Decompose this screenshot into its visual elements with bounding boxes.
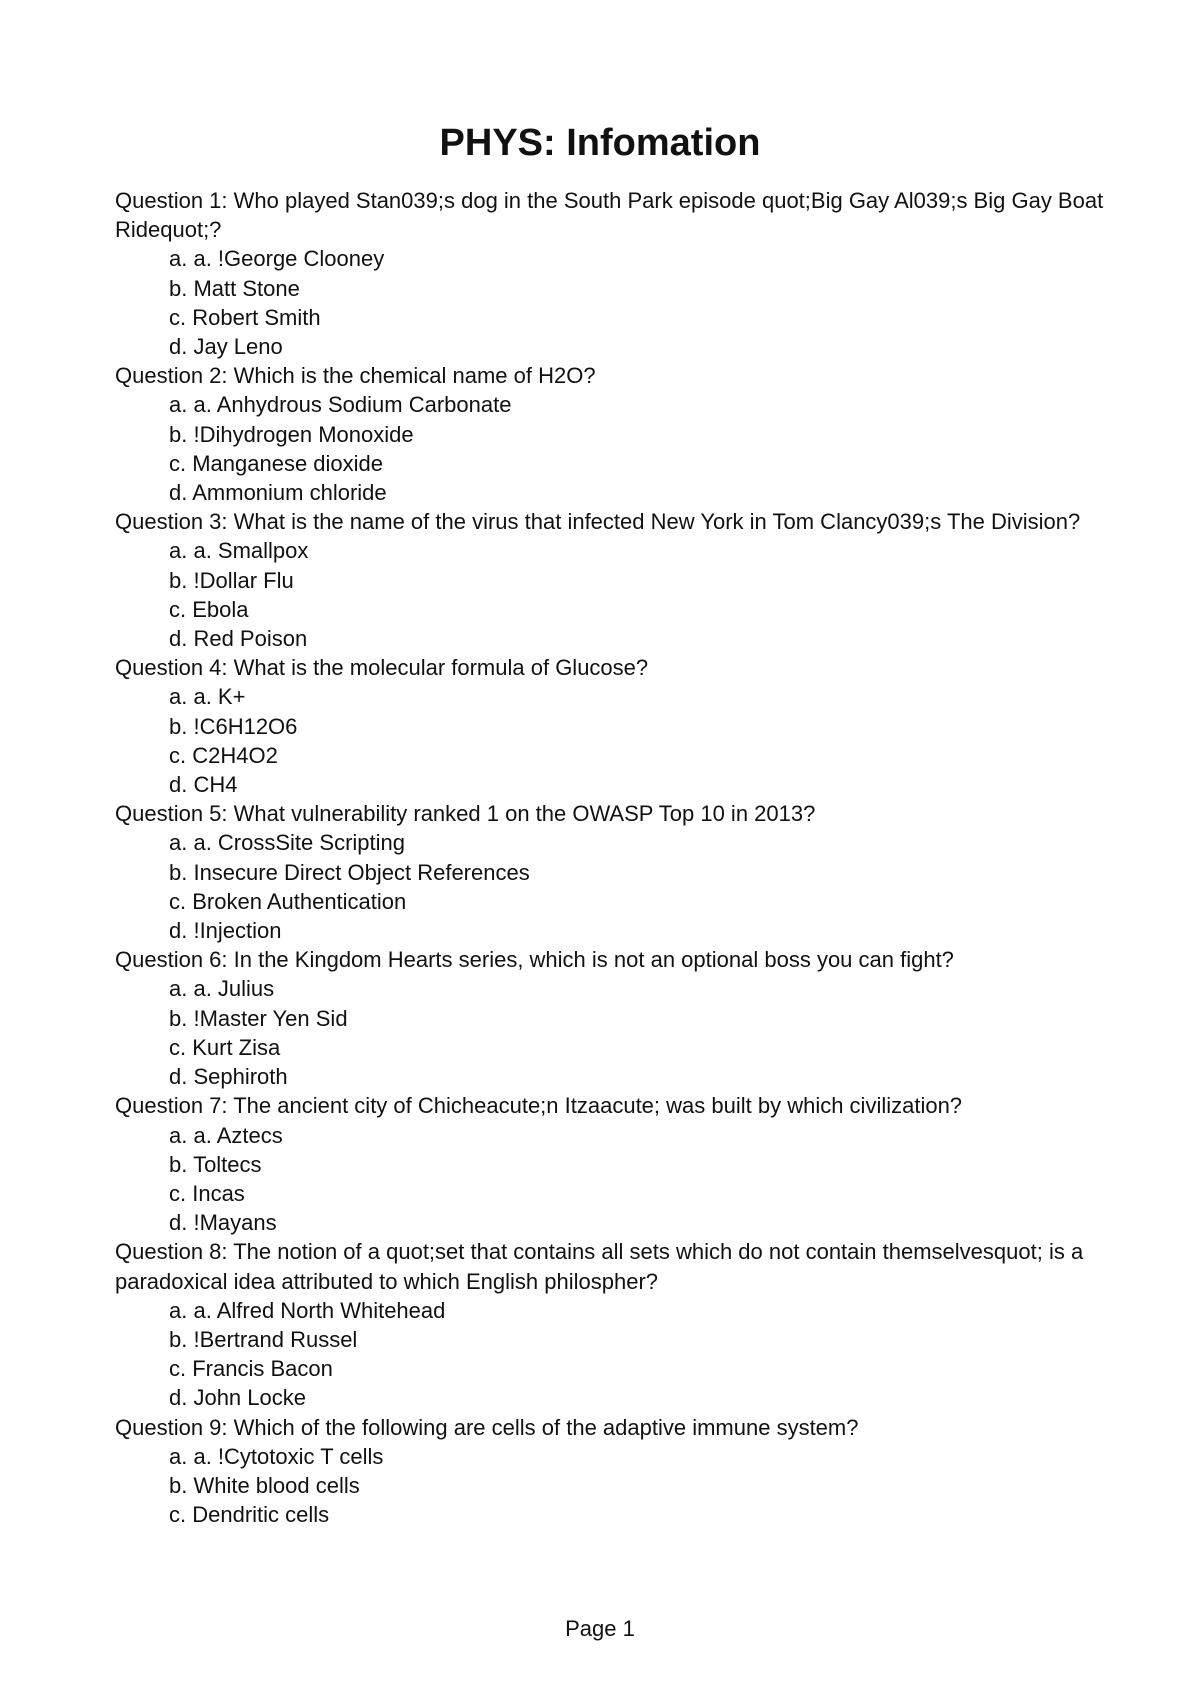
answer-option: a. a. Anhydrous Sodium Carbonate [169,392,512,418]
question-block [115,799,1105,945]
answer-option: a. a. CrossSite Scripting [169,830,405,856]
answer-option: b. !C6H12O6 [169,713,298,739]
answer-options [115,974,1105,1091]
answer-options [115,536,1105,653]
answer-option: a. a. Smallpox [169,538,309,564]
question-text: Question 9: Which of the following are cells of the adaptive immune system? [115,1414,859,1440]
question-block [115,361,1105,507]
question-text: Question 2: Which is the chemical name of H2O? [115,363,596,389]
answer-options [115,244,1105,361]
answer-option: b. !Dollar Flu [169,567,294,593]
answer-options [115,1442,1105,1530]
answer-option: b. !Dihydrogen Monoxide [169,421,414,447]
answer-option: c. Francis Bacon [169,1356,333,1382]
answer-options [115,682,1105,799]
answer-options [115,1121,1105,1238]
page-title: PHYS: Infomation [439,122,761,164]
question-text: Question 4: What is the molecular formula of Glucose? [115,655,649,681]
answer-option: b. !Bertrand Russel [169,1326,358,1352]
answer-option: b. !Master Yen Sid [169,1005,348,1031]
answer-option: d. John Locke [169,1385,306,1411]
answer-option: c. Incas [169,1180,245,1206]
answer-option: c. Kurt Zisa [169,1034,281,1060]
question-text: Question 8: The notion of a quot;set that contains all sets which do not contain themselvesquot; is a paradoxical idea attributed to which English philospher? [115,1239,1084,1294]
answer-option: c. Manganese dioxide [169,450,384,476]
answer-option: a. a. K+ [169,684,246,710]
answer-option: b. Toltecs [169,1151,262,1177]
question-text: Question 3: What is the name of the virus that infected New York in Tom Clancy039;s The Division? [115,509,1081,535]
question-block [115,186,1105,361]
question-block [115,1091,1105,1237]
answer-option: a. a. Julius [169,976,275,1002]
question-block [115,1237,1105,1412]
answer-options [115,390,1105,507]
question-block [115,945,1105,1091]
question-block [115,507,1105,653]
answer-options [115,1296,1105,1413]
answer-option: c. C2H4O2 [169,742,278,768]
question-list [115,186,1105,1529]
answer-option: a. a. !Cytotoxic T cells [169,1443,384,1469]
answer-option: d. Sephiroth [169,1064,288,1090]
page-number: Page 1 [565,1616,635,1641]
answer-option: b. Matt Stone [169,275,300,301]
answer-option: d. Ammonium chloride [169,480,387,506]
answer-option: c. Ebola [169,596,249,622]
answer-option: d. Red Poison [169,626,308,652]
answer-option: b. White blood cells [169,1472,360,1498]
answer-option: d. CH4 [169,772,238,798]
question-text: Question 7: The ancient city of Chicheacute;n Itzaacute; was built by which civilization? [115,1093,963,1119]
answer-option: b. Insecure Direct Object References [169,859,530,885]
answer-option: a. a. Alfred North Whitehead [169,1297,446,1323]
answer-option: a. a. !George Clooney [169,246,385,272]
answer-option: d. !Injection [169,918,282,944]
question-block [115,1413,1105,1530]
answer-option: a. a. Aztecs [169,1122,283,1148]
answer-option: d. Jay Leno [169,334,283,360]
question-block [115,653,1105,799]
question-text: Question 1: Who played Stan039;s dog in the South Park episode quot;Big Gay Al039;s Big Gay Boat Ridequot;? [115,188,1104,243]
question-text: Question 6: In the Kingdom Hearts series, which is not an optional boss you can fight? [115,947,954,973]
answer-options [115,828,1105,945]
answer-option: c. Dendritic cells [169,1502,330,1528]
answer-option: c. Robert Smith [169,304,321,330]
question-text: Question 5: What vulnerability ranked 1 on the OWASP Top 10 in 2013? [115,801,816,827]
answer-option: d. !Mayans [169,1210,277,1236]
answer-option: c. Broken Authentication [169,888,407,914]
